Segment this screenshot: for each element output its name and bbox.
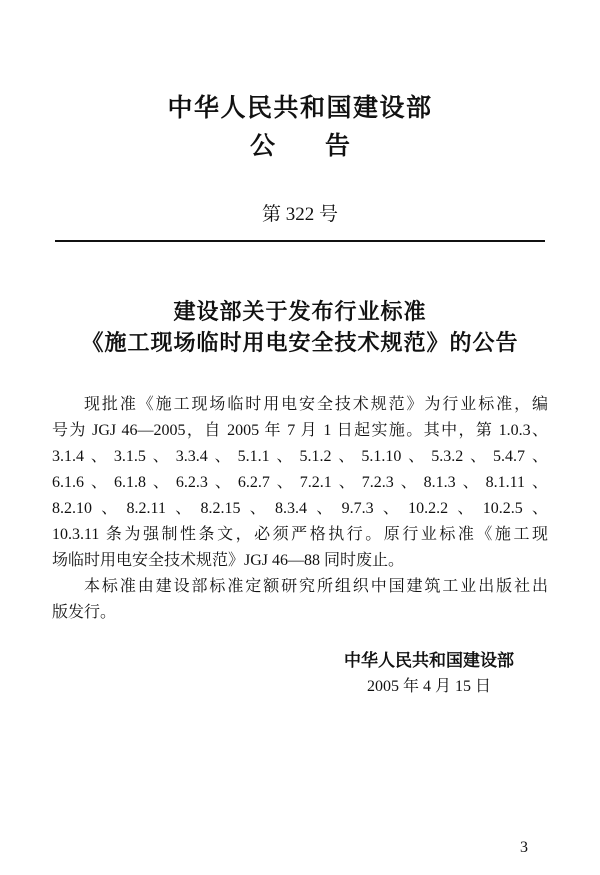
body-paragraph [52, 574, 548, 626]
announcement-number: 第 322 号 [261, 204, 338, 225]
body-paragraph [52, 392, 548, 574]
subtitle-line-1: 建设部关于发布行业标准 [173, 299, 427, 324]
body-text-line: 10.3.11 条为强制性条文，必须严格执行。原行业标准《施工现 [52, 526, 548, 543]
announcement-title: 公 告 [249, 133, 350, 160]
ministry-title: 中华人民共和国建设部 [167, 95, 433, 122]
document-subtitle [0, 296, 600, 358]
body-text-line: 现批准《施工现场临时用电安全技术规范》为行业标准，编 [84, 396, 548, 413]
body-text-line: 场临时用电安全技术规范》JGJ 46—88 同时废止。 [52, 552, 405, 569]
page-number: 3 [520, 839, 528, 856]
body-text-line: 版发行。 [52, 604, 117, 621]
subtitle-line-2: 《施工现场临时用电安全技术规范》的公告 [81, 330, 519, 355]
signature-organization: 中华人民共和国建设部 [344, 651, 514, 670]
body-text-line: 本标准由建设部标准定额研究所组织中国建筑工业出版社出 [84, 578, 548, 595]
body-text-line: 8.2.10、8.2.11、8.2.15、8.3.4、9.7.3、10.2.2、10.2.5、 [52, 500, 548, 517]
signature-date: 2005 年 4 月 15 日 [366, 678, 491, 695]
header-divider [55, 240, 545, 242]
document-body [52, 392, 548, 626]
signature-block [344, 648, 514, 700]
body-text-line: 3.1.4、3.1.5、3.3.4、5.1.1、5.1.2、5.1.10、5.3.2、5.4.7、 [52, 448, 548, 465]
body-text-line: 6.1.6、6.1.8、6.2.3、6.2.7、7.2.1、7.2.3、8.1.3、8.1.11、 [52, 474, 548, 491]
body-text-line: 号为 JGJ 46—2005，自 2005 年 7 月 1 日起实施。其中，第 1.0.3、 [52, 422, 548, 439]
